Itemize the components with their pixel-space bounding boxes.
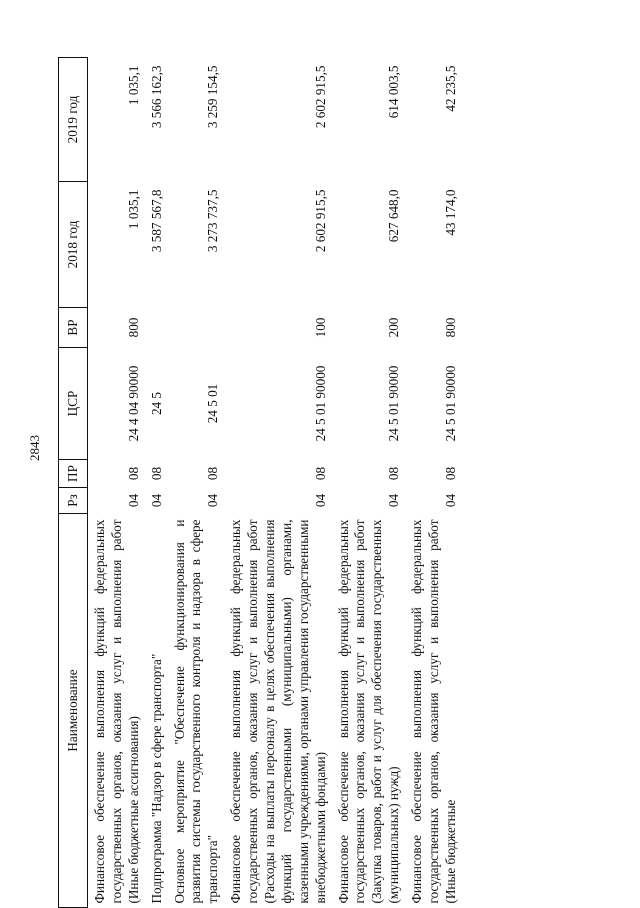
row-rz: 04 <box>205 493 221 508</box>
header-2019: 2019 год <box>59 58 88 182</box>
row-pr: 08 <box>442 466 458 481</box>
row-vr: 800 <box>442 317 458 338</box>
header-vr: ВР <box>59 308 88 348</box>
row-csr: 24 5 <box>148 391 164 416</box>
row-2019: 1 035,1 <box>125 65 141 106</box>
row-csr: 24 5 01 90000 <box>386 365 402 442</box>
row-2019: 3 566 162,3 <box>148 65 164 129</box>
row-csr: 24 5 01 <box>205 383 221 424</box>
table-row <box>332 58 406 908</box>
rotated-table-container <box>58 58 598 908</box>
row-name: Финансовое обеспечение выполнения функций федеральных государственных органов, оказания услуг и выполнения работ (Иные бюджетные ассигнования) <box>92 519 141 904</box>
table-header-row <box>59 58 88 908</box>
header-name: Наименование <box>59 514 88 908</box>
row-2019: 3 259 154,5 <box>205 65 221 129</box>
header-2018: 2018 год <box>59 182 88 308</box>
table-row <box>168 58 225 908</box>
header-pr: ПР <box>59 460 88 488</box>
row-vr <box>168 308 225 348</box>
row-rz: 04 <box>312 493 328 508</box>
row-name: Финансовое обеспечение выполнения функций федеральных государственных органов, оказания услуг и выполнения работ (Закупка товаров, работ и услуг для обеспечения государственных (муниципальных) нужд) <box>335 519 402 904</box>
row-csr: 24 5 01 90000 <box>442 365 458 442</box>
row-name: Финансовое обеспечение выполнения функций федеральных государственных органов, оказания услуг и выполнения работ (Иные бюджетные <box>409 519 458 904</box>
row-rz: 04 <box>148 493 164 508</box>
row-2019: 2 602 915,5 <box>312 65 328 129</box>
row-name: Основное мероприятие "Обеспечение функционирования и развития системы государственного контроля и надзора в сфере транспорта" <box>171 519 221 904</box>
budget-table <box>58 57 462 908</box>
row-pr: 08 <box>312 466 328 481</box>
table-row <box>88 58 145 908</box>
row-vr: 200 <box>386 317 402 338</box>
row-2019: 42 235,5 <box>442 65 458 112</box>
header-csr: ЦСР <box>59 348 88 460</box>
row-vr <box>145 308 168 348</box>
row-pr: 08 <box>148 466 164 481</box>
table-row <box>224 58 331 908</box>
row-name: Финансовое обеспечение выполнения функций федеральных государственных органов, оказания услуг и выполнения работ (Расходы на выплаты персоналу в целях обеспечения выполнения функций государственными (муниципальными) органами, казенными учреждениями, органами управления государственными внебюджетными фондами) <box>228 519 328 904</box>
row-pr: 08 <box>125 466 141 481</box>
row-2018: 3 587 567,8 <box>148 189 164 253</box>
row-rz: 04 <box>125 493 141 508</box>
row-2018: 2 602 915,5 <box>312 189 328 253</box>
row-csr: 24 4 04 90000 <box>125 365 141 442</box>
row-rz: 04 <box>442 493 458 508</box>
row-2018: 43 174,0 <box>442 189 458 236</box>
page-number: 2843 <box>27 435 42 461</box>
row-2018: 627 648,0 <box>386 189 402 243</box>
row-pr: 08 <box>386 466 402 481</box>
row-vr: 800 <box>125 317 141 338</box>
row-2019: 614 003,5 <box>386 65 402 119</box>
row-csr: 24 5 01 90000 <box>312 365 328 442</box>
table-row <box>145 58 168 908</box>
table-row <box>405 58 462 908</box>
row-name: Подпрограмма "Надзор в сфере транспорта" <box>148 653 164 904</box>
row-rz: 04 <box>386 493 402 508</box>
row-2018: 3 273 737,5 <box>205 189 221 253</box>
row-vr: 100 <box>312 317 328 338</box>
row-pr: 08 <box>205 466 221 481</box>
row-2018: 1 035,1 <box>125 189 141 230</box>
header-rz: Рз <box>59 488 88 514</box>
